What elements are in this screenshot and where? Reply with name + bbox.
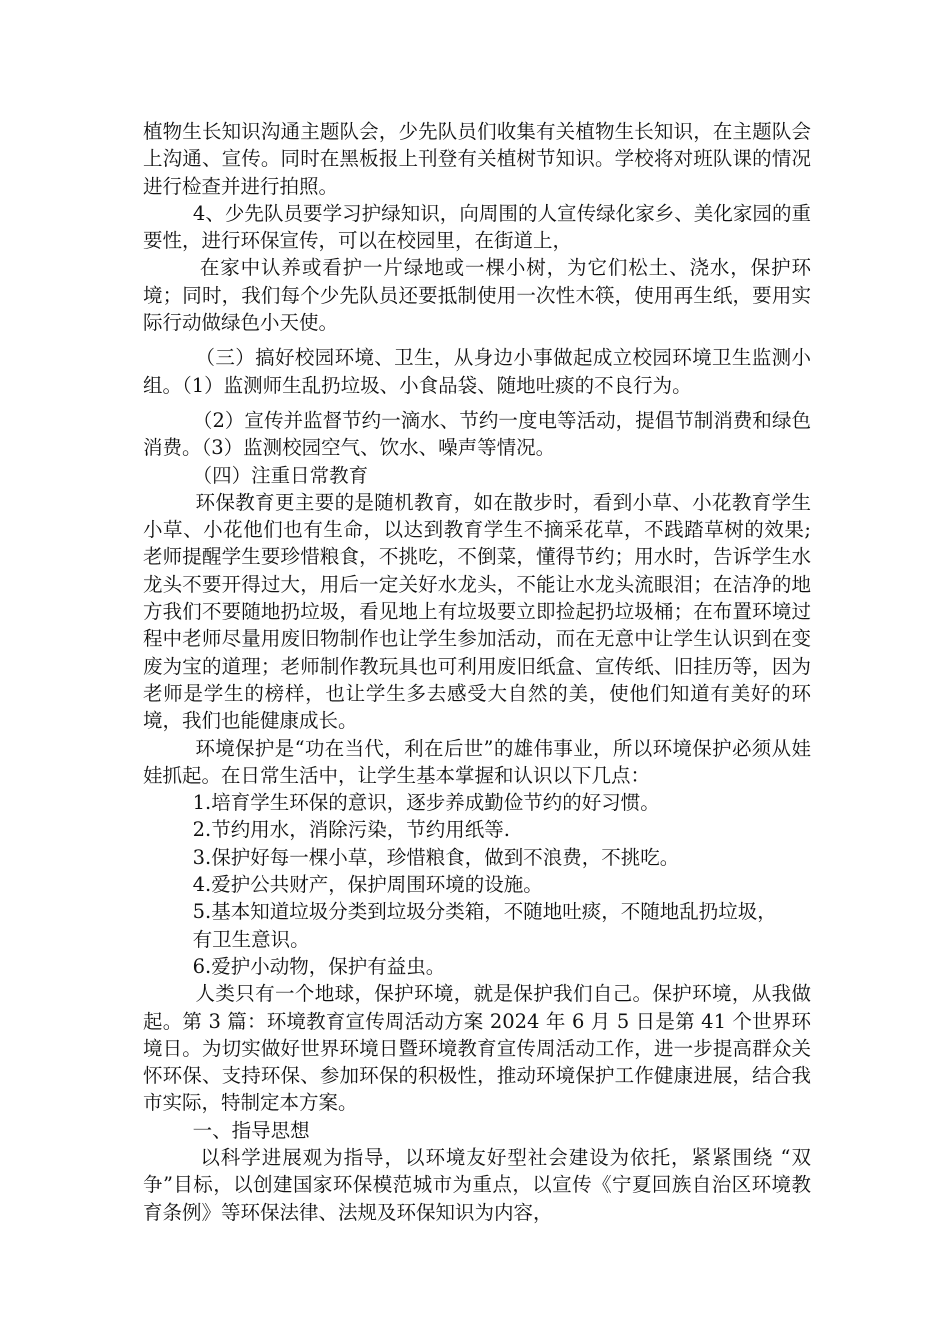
paragraph-monitor-saving: （2）宣传并监督节约一滴水、节约一度电等活动，提倡节制消费和绿色消费。（3）监测校园空气、饮水、噪声等情况。: [143, 408, 811, 460]
paragraph-guiding-ideology: 以科学进展观为指导，以环境友好型社会建设为依托，紧紧围绕 “双争”目标，以创建国家环保模范城市为重点，以宣传《宁夏回族自治区环境教育条例》等环保法律、法规及环保知识为内容，: [143, 1145, 811, 1224]
list-item-2: 2.节约用水，消除污染，节约用纸等.: [143, 818, 510, 842]
list-item-1: 1.培育学生环保的意识，逐步养成勤俭节约的好习惯。: [143, 791, 660, 815]
paragraph-plant-knowledge: 植物生长知识沟通主题队会，少先队员们收集有关植物生长知识，在主题队会上沟通、宣传。同时在黑板报上刊登有关植树节知识。学校将对班队课的情况进行检查并进行拍照。: [143, 120, 811, 198]
document-body: [143, 118, 811, 1226]
paragraph-adopt-green: 在家中认养或看护一片绿地或一棵小树，为它们松土、浇水，保护环境；同时，我们每个少先队员还要抵制使用一次性木筷，使用再生纸，要用实际行动做绿色小天使。: [143, 256, 811, 335]
list-item-4: 4.爱护公共财产，保护周围环境的设施。: [143, 873, 543, 897]
heading-guiding-ideology: 一、指导思想: [143, 1118, 310, 1142]
paragraph-environment-protection: 环境保护是“功在当代，利在后世”的雄伟事业，所以环境保护必须从娃娃抓起。在日常生活中，让学生基本掌握和认识以下几点：: [143, 736, 811, 787]
paragraph-one-earth: 人类只有一个地球，保护环境，就是保护我们自己。保护环境，从我做起。第 3 篇：环境教育宣传周活动方案 2024 年 6 月 5 日是第 41 个世界环境日。为切实做好世界环境日暨环境教育宣传周活动工作，进一步提高群众关怀环保、支持环保、参加环保的积极性，推动环境保护工作健康进展，结合我市实际，特制定本方案。: [143, 982, 811, 1115]
paragraph-random-education: 环保教育更主要的是随机教育，如在散步时，看到小草、小花教育学生小草、小花他们也有生命，以达到教育学生不摘采花草，不践踏草树的效果;老师提醒学生要珍惜粮食，不挑吃，不倒菜，懂得节约；用水时，告诉学生水龙头不要开得过大，用后一定关好水龙头，不能让水龙头流眼泪；在洁净的地方我们不要随地扔垃圾，看见地上有垃圾要立即捡起扔垃圾桶；在布置环境过程中老师尽量用废旧物制作也让学生参加活动，而在无意中让学生认识到在变废为宝的道理；老师制作教玩具也可利用废旧纸盒、宣传纸、旧挂历等，因为老师是学生的榜样，也让学生多去感受大自然的美，使他们知道有美好的环境，我们也能健康成长。: [143, 490, 811, 733]
list-item-5: 5.基本知道垃圾分类到垃圾分类箱，不随地吐痰，不随地乱扔垃圾，: [143, 900, 777, 924]
paragraph-item-4-green-knowledge: 4、少先队员要学习护绿知识，向周围的人宣传绿化家乡、美化家园的重要性，进行环保宣传，可以在校园里，在街道上，: [143, 201, 811, 253]
paragraph-section-3-campus: （三）搞好校园环境、卫生，从身边小事做起成立校园环境卫生监测小组。（1）监测师生乱扔垃圾、小食品袋、随地吐痰的不良行为。: [143, 346, 811, 397]
list-item-5-continued: 有卫生意识。: [143, 927, 310, 951]
heading-section-4-daily-education: （四）注重日常教育: [143, 463, 369, 487]
list-item-3: 3.保护好每一棵小草，珍惜粮食，做到不浪费，不挑吃。: [143, 845, 680, 869]
list-item-6: 6.爱护小动物，保护有益虫。: [143, 954, 446, 978]
